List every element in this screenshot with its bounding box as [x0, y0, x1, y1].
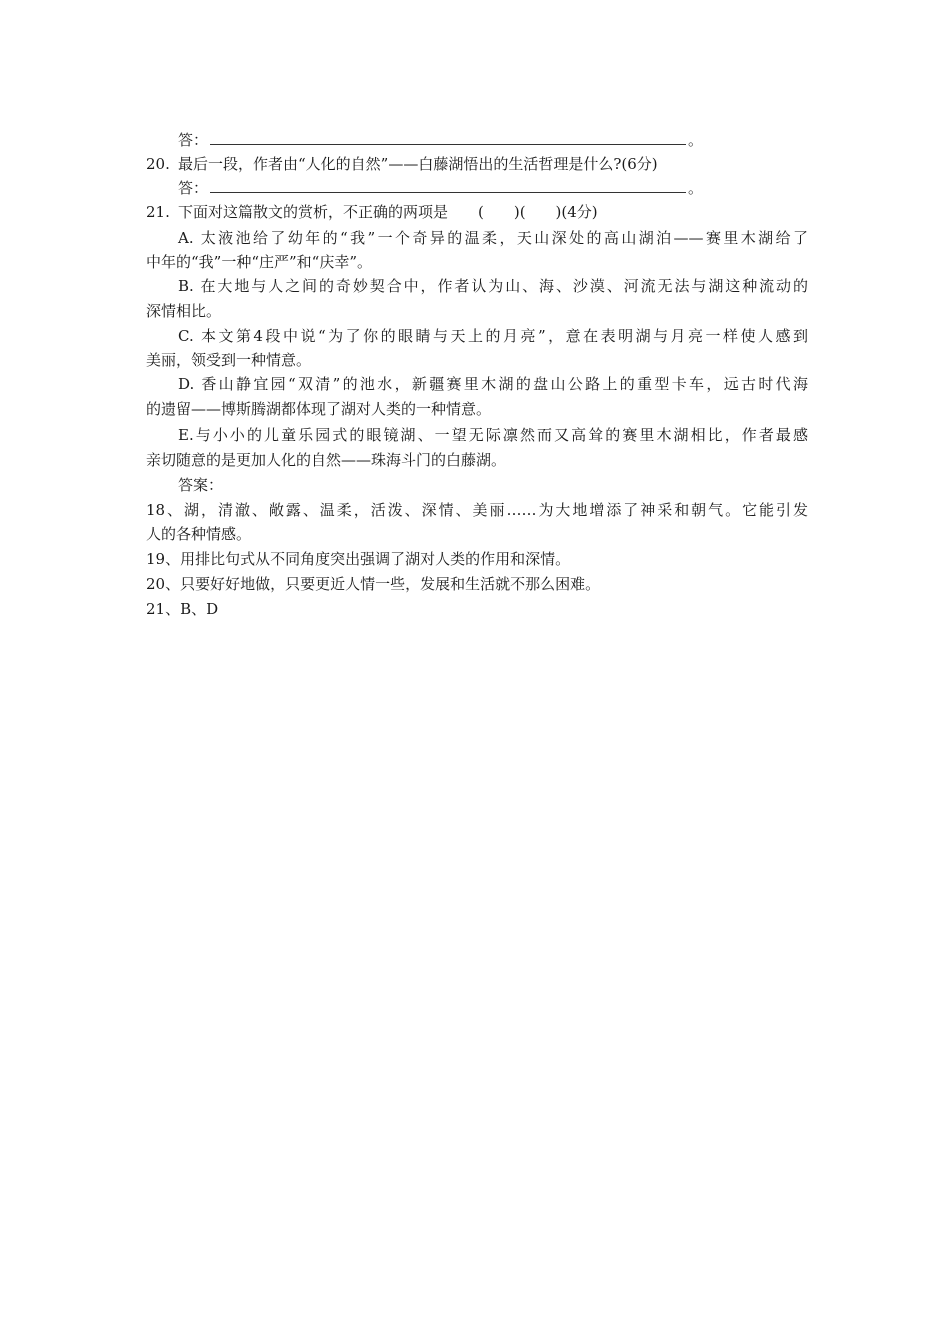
option-b-line1: B. 在大地与人之间的奇妙契合中，作者认为山、海、沙漠、河流无法与湖这种流动的 [178, 277, 808, 295]
answer-label: 答： [178, 131, 209, 149]
option-e-line2: 亲切随意的是更加人化的自然——珠海斗门的白藤湖。 [146, 451, 507, 469]
q19-answer-line [178, 128, 808, 152]
answers-heading: 答案： [178, 476, 224, 494]
option-b-line2: 深情相比。 [146, 302, 222, 320]
option-c-line2: 美丽，领受到一种情意。 [146, 351, 312, 369]
answer-19: 19、用排比句式从不同角度突出强调了湖对人类的作用和深情。 [146, 550, 571, 568]
answer-18-line1: 18、湖，清澈、敞露、温柔，活泼、深情、美丽……为大地增添了神采和朝气。它能引发 [146, 501, 808, 519]
option-a-line1: A. 太液池给了幼年的“我”一个奇异的温柔，天山深处的高山湖泊——赛里木湖给了 [178, 229, 808, 247]
option-c-line1: C. 本文第4段中说“为了你的眼睛与天上的月亮”，意在表明湖与月亮一样使人感到 [178, 327, 808, 345]
answer-label: 答： [178, 179, 209, 197]
answer-18-line2: 人的各种情感。 [146, 525, 252, 543]
option-e-line1: E.与小小的儿童乐园式的眼镜湖、一望无际凛然而又高耸的赛里木湖相比，作者最感 [178, 426, 808, 444]
question-number: 20. [146, 155, 170, 173]
q20-answer-line [178, 176, 808, 200]
question-21 [146, 200, 808, 224]
answer-20: 20、只要好好地做，只要更近人情一些，发展和生活就不那么困难。 [146, 575, 601, 593]
option-d-line1: D. 香山静宜园“双清”的池水，新疆赛里木湖的盘山公路上的重型卡车，远古时代海 [178, 375, 808, 393]
option-d-line2: 的遗留——博斯腾湖都体现了湖对人类的一种情意。 [146, 400, 492, 418]
question-number: 21. [146, 203, 170, 221]
question-20 [146, 152, 808, 176]
question-text: 下面对这篇散文的赏析，不正确的两项是 ( )( )(4分) [178, 203, 598, 221]
option-a-line2: 中年的“我”一种“庄严”和“庆幸”。 [146, 253, 373, 271]
answer-blank[interactable] [210, 178, 686, 193]
answer-blank[interactable] [210, 130, 686, 145]
answer-21: 21、B、D [146, 600, 219, 618]
answer-end: 。 [688, 179, 704, 197]
answer-end: 。 [688, 131, 704, 149]
question-text: 最后一段，作者由“人化的自然”——白藤湖悟出的生活哲理是什么?(6分) [178, 155, 658, 173]
